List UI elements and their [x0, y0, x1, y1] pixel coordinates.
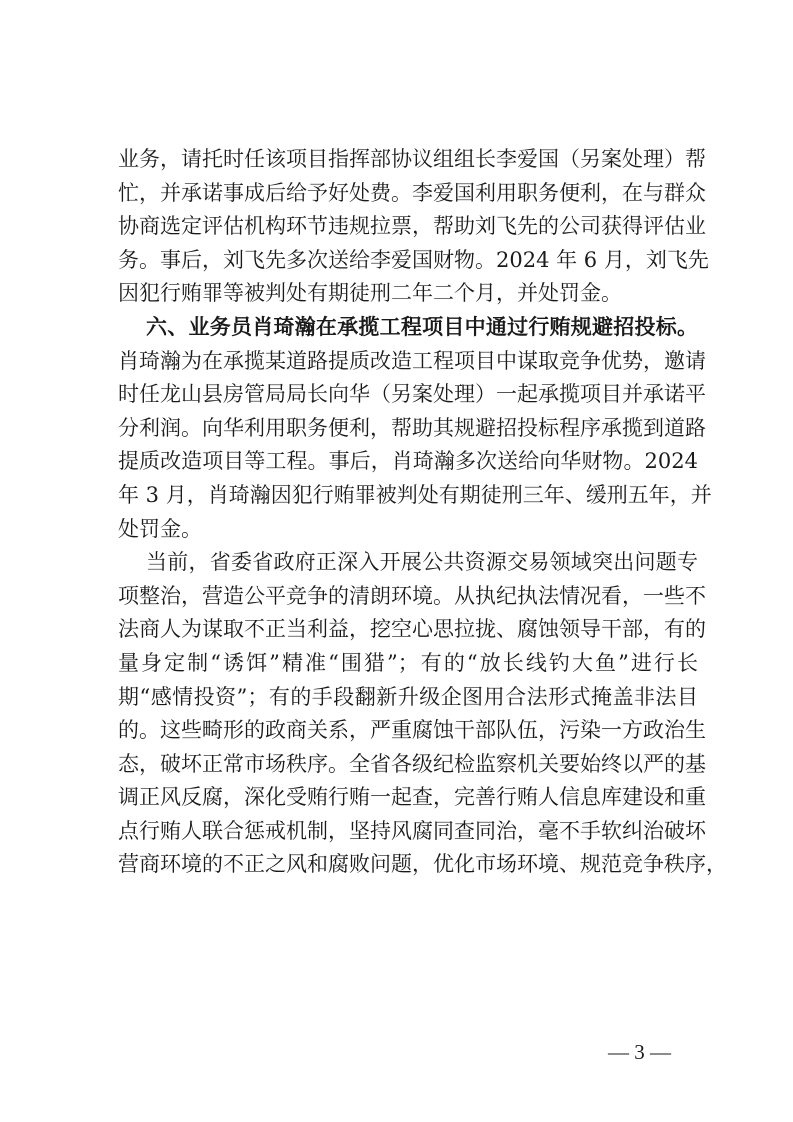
text-line: 营商环境的不正之风和腐败问题，优化市场环境、规范竞争秩序， — [118, 852, 727, 877]
paragraph-case-six — [118, 311, 712, 546]
text-line: 协商选定评估机构环节违规拉票，帮助刘飞先的公司获得评估业 — [118, 214, 706, 239]
text-line: 肖琦瀚为在承揽某道路提质改造工程项目中谋取竞争优势，邀请 — [118, 348, 706, 373]
paragraph-case-five-continued — [118, 143, 709, 311]
text-line: 项整治，营造公平竞争的清朗环境。从执纪执法情况看，一些不 — [118, 583, 706, 608]
text-line: 调正风反腐，深化受贿行贿一起查，完善行贿人信息库建设和重 — [118, 785, 706, 810]
text-line: 处罚金。 — [118, 516, 202, 541]
document-body — [118, 143, 727, 882]
text-line: 期“感情投资”；有的手段翻新升级企图用合法形式掩盖非法目 — [118, 684, 698, 709]
paragraph-summary — [118, 546, 727, 882]
text-line: 当前，省委省政府正深入开展公共资源交易领域突出问题专 — [146, 550, 698, 575]
text-line: 态，破坏正常市场秩序。全省各级纪检监察机关要始终以严的基 — [118, 751, 706, 776]
text-line: 业务，请托时任该项目指挥部协议组组长李爱国（另案处理）帮 — [118, 147, 706, 171]
text-line: 务。事后，刘飞先多次送给李爱国财物。2024 年 6 月，刘飞先 — [118, 247, 709, 272]
text-line: 量身定制“诱饵”精准“围猎”；有的“放长线钓大鱼”进行长 — [118, 650, 698, 675]
text-line: 年 3 月，肖琦瀚因犯行贿罪被判处有期徒刑三年、缓刑五年，并 — [118, 482, 712, 507]
text-line: 忙，并承诺事成后给予好处费。李爱国利用职务便利，在与群众 — [118, 180, 706, 205]
text-line: 分利润。向华利用职务便利，帮助其规避招投标程序承揽到道路 — [118, 415, 706, 440]
text-line: 提质改造项目等工程。事后，肖琦瀚多次送给向华财物。2024 — [118, 449, 698, 474]
text-line: 时任龙山县房管局局长向华（另案处理）一起承揽项目并承诺平 — [118, 382, 706, 407]
case-six-heading: 六、业务员肖琦瀚在承揽工程项目中通过行贿规避招投标。 — [146, 314, 698, 339]
text-line: 因犯行贿罪等被判处有期徒刑二年二个月，并处罚金。 — [118, 281, 622, 306]
text-line: 的。这些畸形的政商关系，严重腐蚀干部队伍，污染一方政治生 — [118, 718, 706, 743]
text-line: 点行贿人联合惩戒机制，坚持风腐同查同治，毫不手软纠治破坏 — [118, 818, 706, 843]
text-line: 法商人为谋取不正当利益，挖空心思拉拢、腐蚀领导干部，有的 — [118, 617, 706, 642]
page-number: — 3 — — [608, 1040, 671, 1064]
